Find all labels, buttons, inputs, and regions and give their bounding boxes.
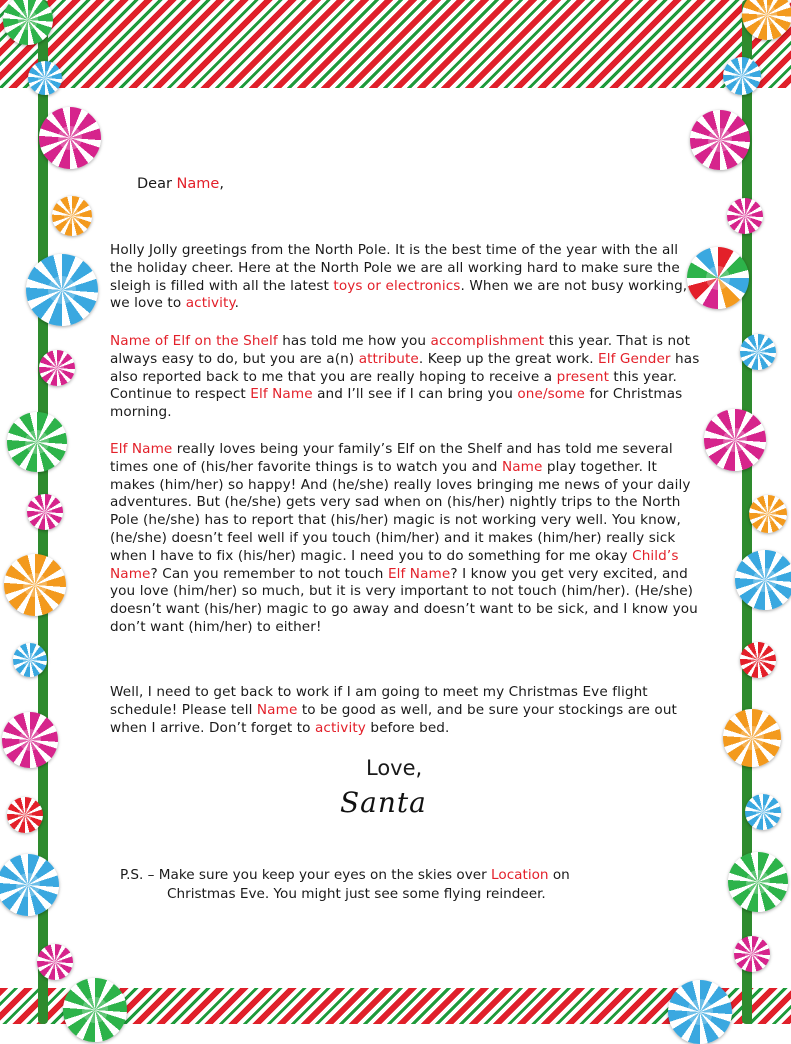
peppermint-candy-icon <box>37 944 73 980</box>
placeholder-childs-name: Child’s Name <box>110 547 679 582</box>
peppermint-candy-icon <box>39 350 75 386</box>
peppermint-candy-icon <box>27 494 63 530</box>
peppermint-candy-icon <box>28 61 62 95</box>
candy-cane-stripe-border-top <box>0 0 791 88</box>
peppermint-candy-icon <box>745 794 781 830</box>
placeholder-elf-name: Elf Name <box>250 386 313 403</box>
placeholder-elf-name: Elf Name <box>110 441 173 457</box>
peppermint-candy-icon <box>723 709 781 767</box>
peppermint-candy-icon <box>727 198 763 234</box>
placeholder-attribute: attribute <box>358 350 419 367</box>
peppermint-candy-icon <box>740 642 776 678</box>
santa-signature: Santa <box>340 786 427 819</box>
letter-paragraph-1: Holly Jolly greetings from the North Pole. It is the best time of the year with the all the holiday cheer. Here at the North Pole we are all working hard to make sure the sleigh is filled with all the latest toys or electronics. When we are not busy working, we love to activity. <box>110 242 688 312</box>
placeholder-activity: activity <box>185 295 235 312</box>
peppermint-candy-icon <box>668 980 732 1044</box>
placeholder-elf-name: Elf Name <box>387 565 451 582</box>
peppermint-candy-icon <box>7 412 67 472</box>
peppermint-candy-icon <box>0 854 59 916</box>
peppermint-candy-icon <box>690 110 750 170</box>
placeholder-elf-gender: Elf Gender <box>598 350 671 367</box>
placeholder-location: Location <box>491 867 549 883</box>
peppermint-candy-icon <box>740 334 776 370</box>
peppermint-candy-icon <box>735 550 791 610</box>
peppermint-candy-icon <box>39 107 101 169</box>
placeholder-one-some: one/some <box>517 386 586 403</box>
peppermint-candy-icon <box>63 978 127 1042</box>
letter-postscript: P.S. – Make sure you keep your eyes on the skies over Location on Christmas Eve. You might just see some flying reindeer. <box>120 867 570 902</box>
placeholder-child-name: Name <box>256 701 298 718</box>
peppermint-candy-icon <box>7 797 43 833</box>
placeholder-elf-name: Name of Elf on the Shelf <box>110 333 278 349</box>
peppermint-candy-icon <box>728 852 788 912</box>
peppermint-candy-icon <box>13 643 47 677</box>
placeholder-child-name: Name <box>501 458 543 475</box>
letter-paragraph-4: Well, I need to get back to work if I am going to meet my Christmas Eve flight schedule! Please tell Name to be good as well, and be sure your stockings are out when I arrive. Don’t forget to activity before bed. <box>110 684 677 736</box>
letter-closing: Love, <box>366 756 423 780</box>
peppermint-candy-icon <box>52 196 92 236</box>
peppermint-candy-icon <box>749 495 787 533</box>
letter-greeting: Dear Name, <box>137 176 224 192</box>
peppermint-candy-icon <box>704 409 766 471</box>
peppermint-candy-icon <box>4 554 66 616</box>
placeholder-accomplishment: accomplishment <box>430 333 545 349</box>
placeholder-activity: activity <box>315 719 366 736</box>
peppermint-candy-icon <box>734 936 770 972</box>
peppermint-candy-icon <box>723 57 761 95</box>
letter-paragraph-2: Name of Elf on the Shelf has told me how you accomplishment this year. That is not always easy to do, but you are a(n) attribute. Keep up the great work. Elf Gender has also reported back to me that you are really hoping to receive a present this year. Continue to respect Elf Name and I’ll see if I can bring you one/some for Christmas morning. <box>110 333 700 421</box>
letter-paragraph-3: Elf Name really loves being your family’s Elf on the Shelf and has told me several times one of (his/her favorite things is to watch you and Name play together. It makes (him/her) so happy! And (he/she) really loves bringing me news of your daily adventures. But (he/she) gets very sad when on (his/her) nightly trips to the North Pole (he/she) has to report that (his/her) magic is not working very well. You know, (he/she) doesn’t feel well if you touch (him/her) and it makes (him/her) really sick when I have to fix (his/her) magic. I need you to do something for me okay Child’s Name? Can you remember to not touch Elf Name? I know you get very excited, and you love (him/her) so much, but it is very important to not touch (him/her). (He/she) doesn’t want (his/her) magic to go away and doesn’t want to be sick, and I know you don’t want (him/her) to either! <box>110 441 698 635</box>
placeholder-toys: toys or electronics <box>333 277 461 294</box>
placeholder-child-name: Name <box>176 176 220 192</box>
placeholder-present: present <box>556 368 610 385</box>
peppermint-candy-icon <box>2 712 58 768</box>
peppermint-candy-icon <box>26 254 98 326</box>
